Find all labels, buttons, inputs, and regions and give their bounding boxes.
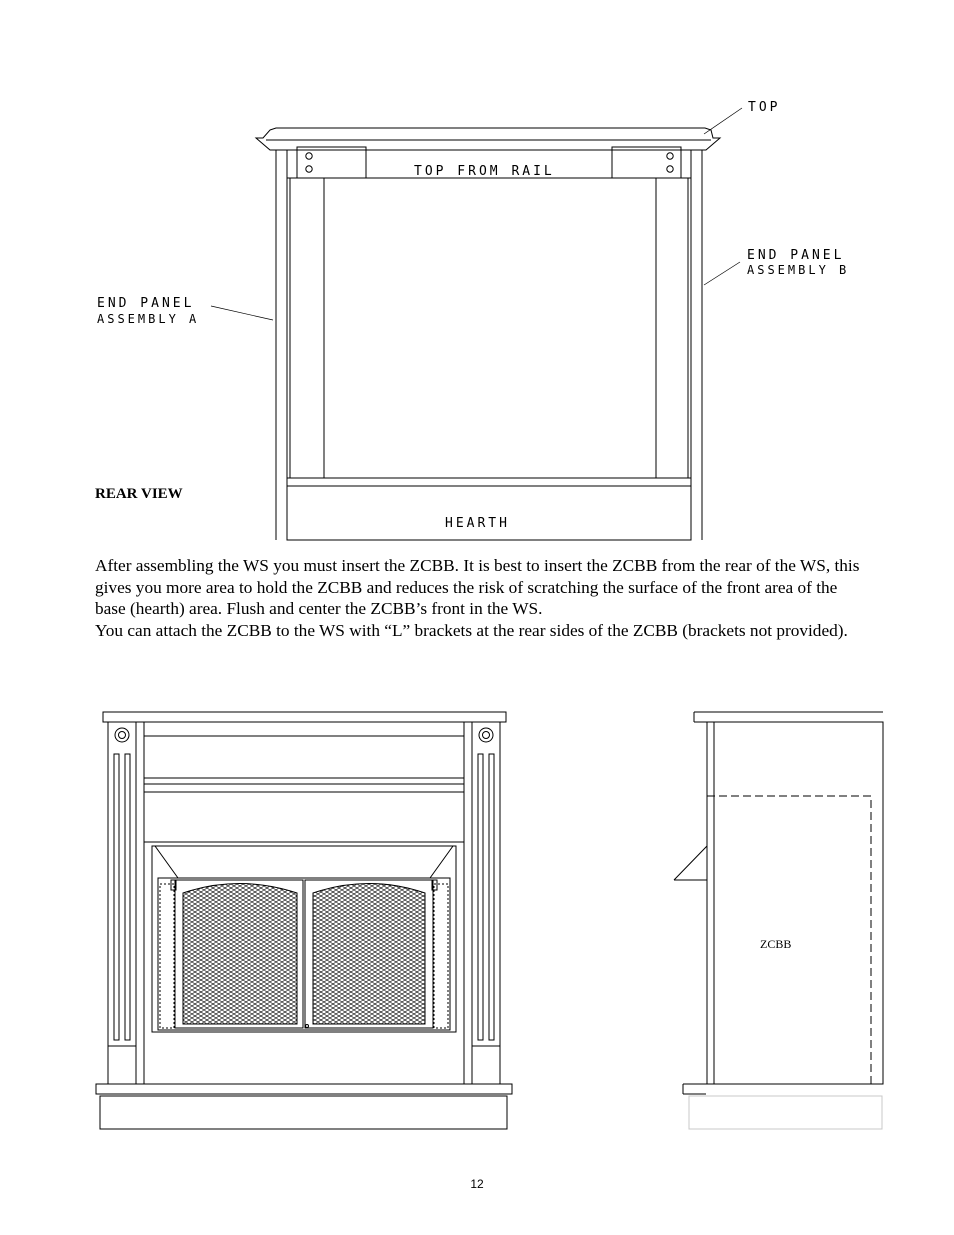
label-end-panel-a: END PANEL [97,296,195,311]
label-zcbb: ZCBB [760,937,792,951]
paragraph-attach-brackets: You can attach the ZCBB to the WS with “L” brackets at the rear sides of the ZCBB (brackets not provided). [95,620,848,640]
label-assembly-b: ASSEMBLY B [747,263,850,277]
instruction-text [95,555,865,641]
label-top: TOP [748,100,781,115]
rear-view-caption: REAR VIEW [95,486,183,502]
front-view-diagram [96,712,512,1129]
label-end-panel-b: END PANEL [747,248,845,263]
side-view-diagram [674,712,883,1129]
page-number: 12 [470,1177,484,1191]
label-hearth: HEARTH [445,516,510,531]
label-assembly-a: ASSEMBLY A [97,312,200,326]
paragraph-insert-zcbb: After assembling the WS you must insert the ZCBB. It is best to insert the ZCBB from the rear of the WS, this gives you more area to hold the ZCBB and reduces the risk of scratching the surface of the front area of the base (hearth) area. Flush and center the ZCBB’s front in the WS. [95,556,860,618]
label-top-front-rail: TOP FROM RAIL [414,164,555,179]
